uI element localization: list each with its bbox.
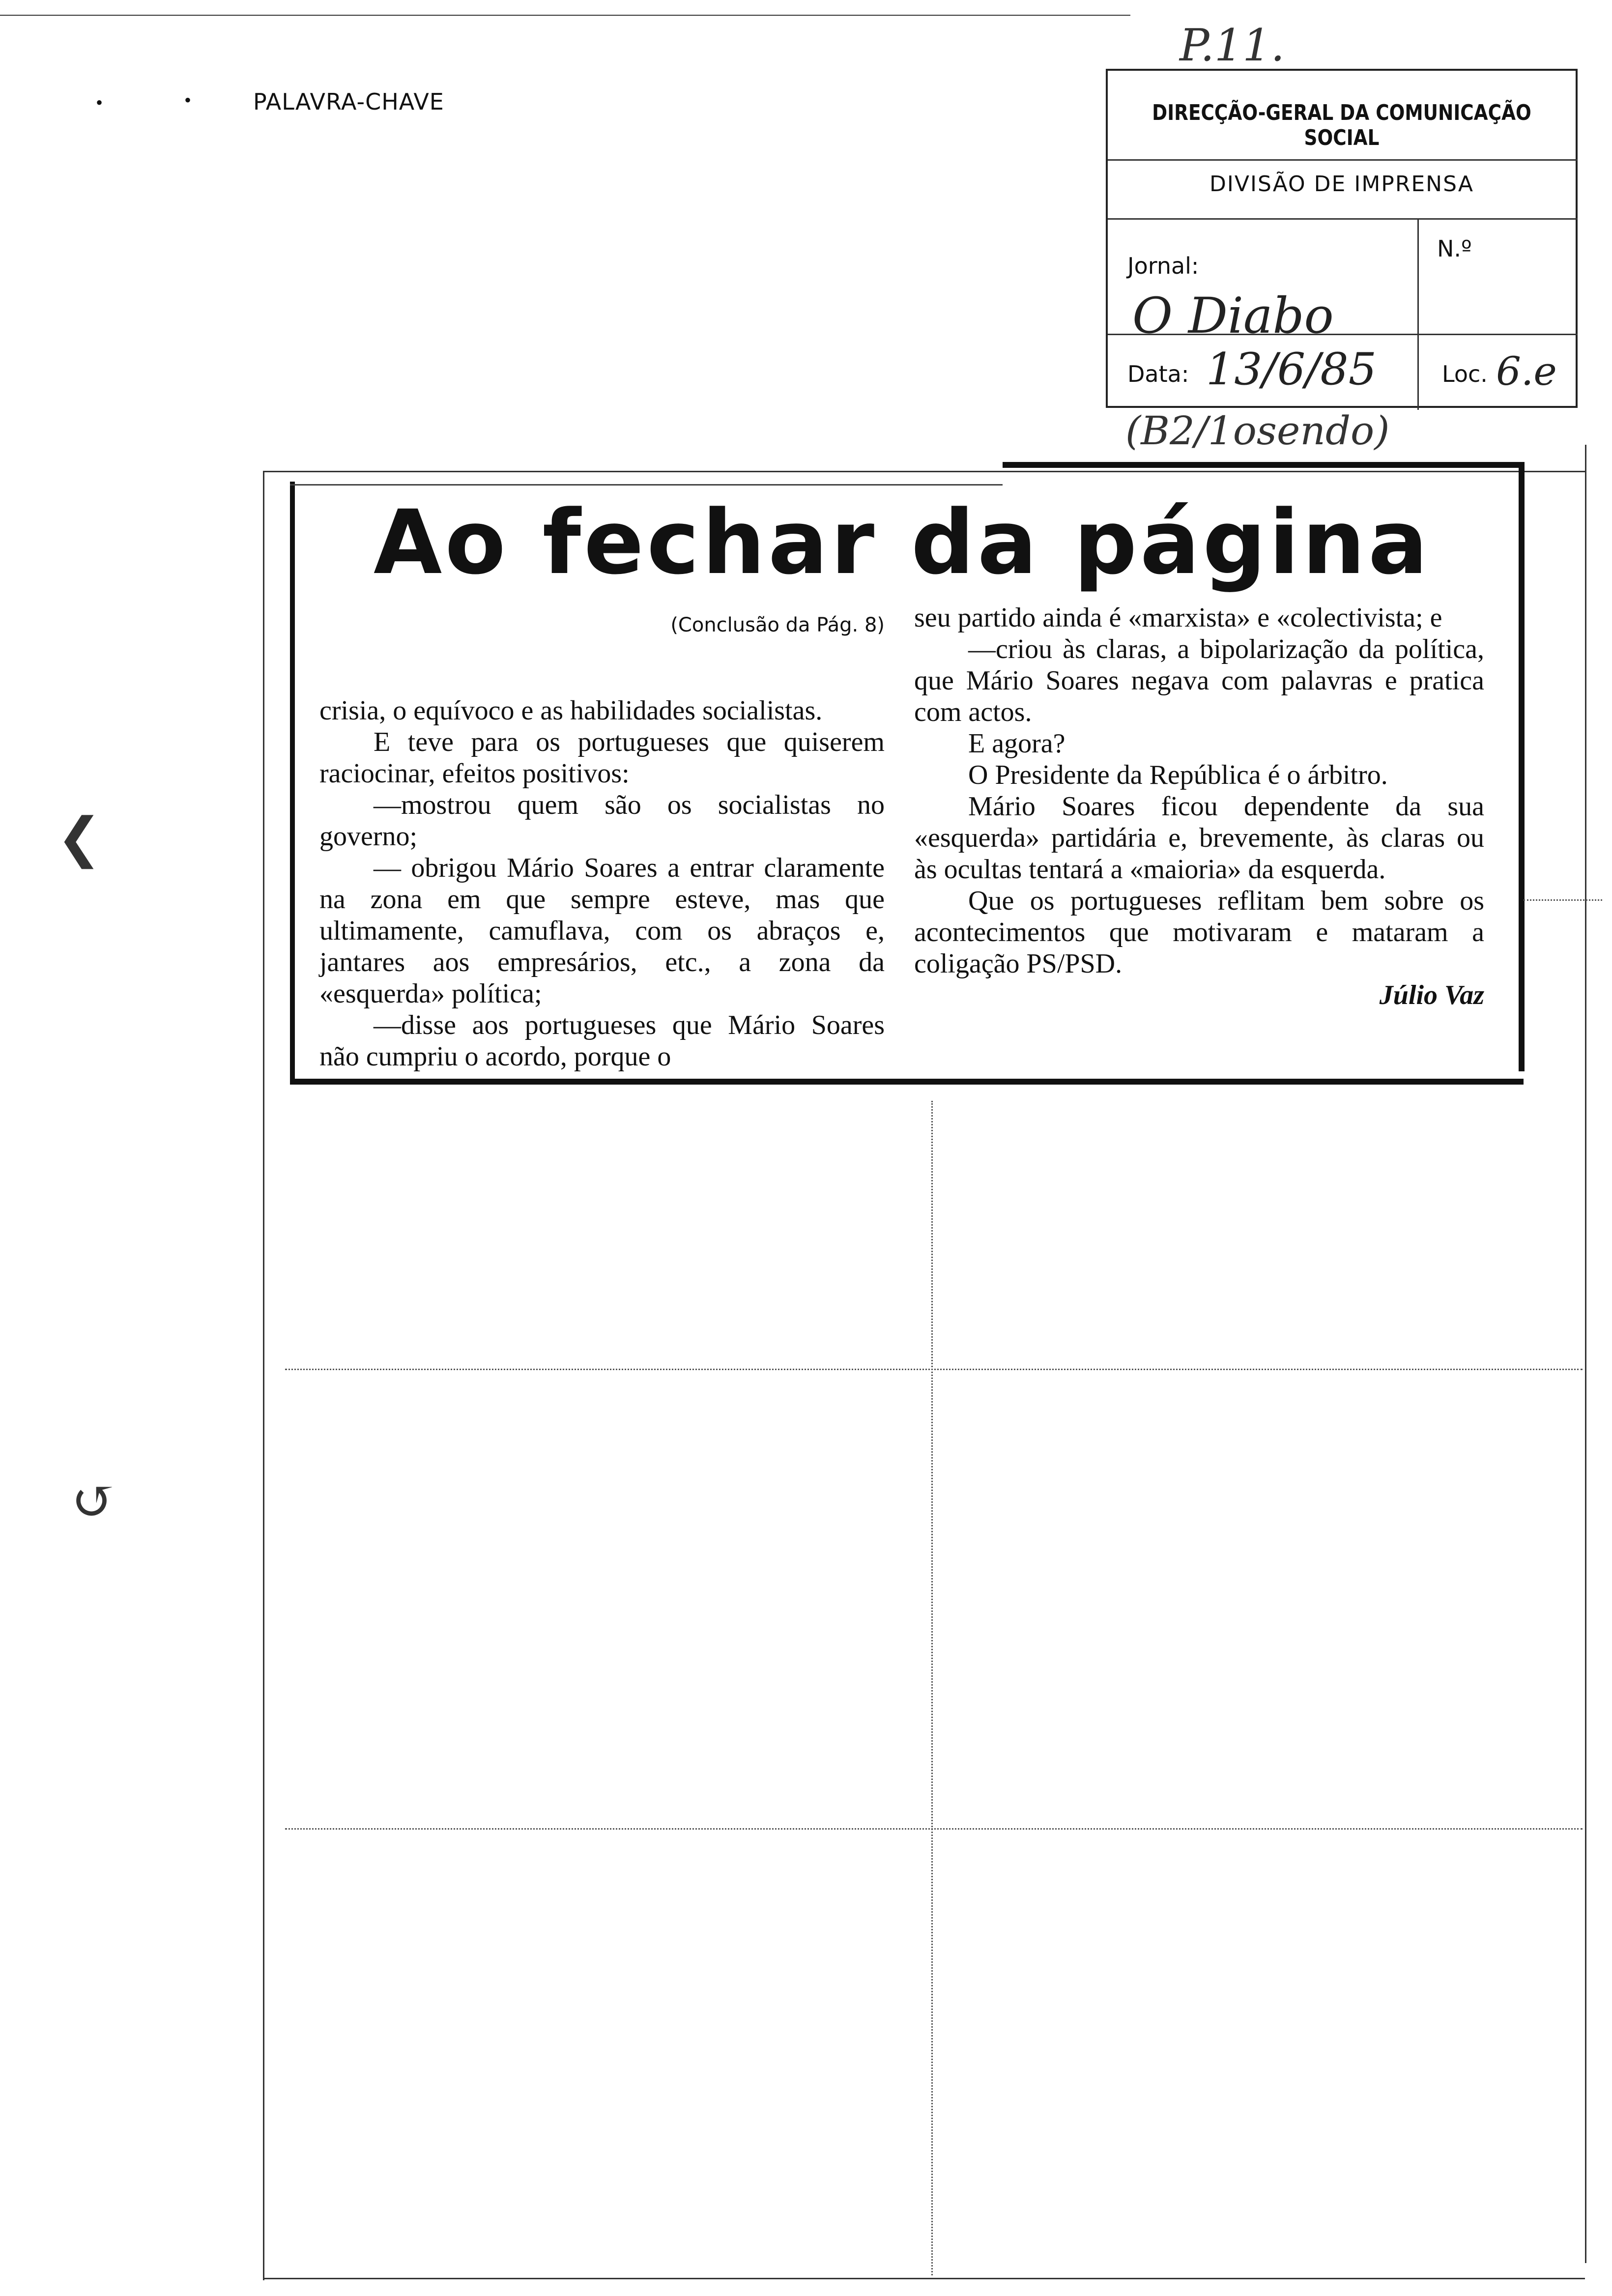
clip-border-top-thin	[290, 484, 1003, 486]
clip-border-right	[1519, 462, 1525, 1071]
frame-left	[263, 472, 264, 2280]
continuation-note: (Conclusão da Pág. 8)	[670, 614, 885, 636]
clip-border-left	[290, 482, 295, 1081]
article-title: Ao fechar da página	[374, 491, 1431, 594]
keyword-label: PALAVRA-CHAVE	[253, 88, 444, 115]
article-paragraph: —mostrou quem são os socialistas no governo;	[319, 790, 885, 852]
clip-border-top	[1003, 462, 1524, 468]
cut-guide-vertical	[931, 1101, 933, 2275]
article-paragraph: E teve para os portugueses que quiserem raciocinar, efeitos positivos:	[319, 727, 885, 789]
bullet-mark: •	[96, 91, 103, 114]
frame-bottom	[263, 2278, 1585, 2279]
article-paragraph: —disse aos portugueses que Mário Soares não cumpriu o acordo, porque o	[319, 1010, 885, 1072]
stamp-bottom-note: (B2/1osendo)	[1125, 408, 1390, 454]
article-paragraph: Que os portugueses reflitam bem sobre os acontecimentos que motivaram e mataram a coligação PS/PSD.	[914, 886, 1484, 979]
stamp-organization: DIRECÇÃO-GERAL DA COMUNICAÇÃO SOCIAL	[1152, 100, 1531, 150]
article-paragraph: — obrigou Mário Soares a entrar claramente na zona em que sempre esteve, mas que ultimamente, camuflava, com os abraços e, jantares aos empresários, etc., a zona da «esquerda» política;	[319, 853, 885, 1009]
stamp-divider	[1108, 159, 1578, 161]
cut-guide-horizontal	[1524, 899, 1602, 901]
margin-scribble: ❮	[57, 806, 102, 869]
article-paragraph: E agora?	[968, 728, 1065, 759]
stamp-division: DIVISÃO DE IMPRENSA	[1209, 172, 1474, 197]
top-edge-line	[0, 15, 1130, 16]
article-author: Júlio Vaz	[1379, 980, 1484, 1010]
number-label: N.º	[1437, 235, 1472, 262]
stamp-divider	[1417, 218, 1419, 410]
cut-guide-horizontal	[285, 1369, 1583, 1370]
loc-value: 6.e	[1496, 348, 1557, 394]
article-paragraph: seu partido ainda é «marxista» e «colectivista; e	[914, 603, 1442, 633]
article-paragraph: O Presidente da República é o árbitro.	[968, 760, 1388, 790]
article-left-column	[319, 609, 885, 1072]
bullet-mark: •	[184, 89, 192, 111]
margin-scribble: ↺	[71, 1469, 117, 1532]
stamp-top-note: P.11.	[1180, 20, 1285, 71]
article-right-column	[914, 602, 1484, 1011]
article-paragraph: Mário Soares ficou dependente da sua «esquerda» partidária e, brevemente, às claras ou às ocultas tentará a «maioria» da esquerda.	[914, 791, 1484, 885]
article-paragraph: crisia, o equívoco e as habilidades socialistas.	[319, 695, 823, 726]
data-label: Data:	[1127, 361, 1189, 387]
classification-stamp	[1106, 69, 1578, 408]
loc-label: Loc.	[1442, 361, 1488, 387]
cut-guide-horizontal	[285, 1828, 1583, 1830]
jornal-value: O Diabo	[1132, 287, 1334, 344]
stamp-divider	[1108, 218, 1578, 220]
stamp-divider	[1108, 334, 1578, 335]
clip-border-bottom	[290, 1079, 1524, 1085]
article-paragraph: —criou às claras, a bipolarização da política, que Mário Soares negava com palavras e pratica com actos.	[914, 634, 1484, 727]
data-value: 13/6/85	[1206, 344, 1377, 395]
frame-right	[1585, 445, 1586, 2263]
jornal-label: Jornal:	[1127, 253, 1199, 279]
article-clipping	[290, 462, 1524, 1096]
